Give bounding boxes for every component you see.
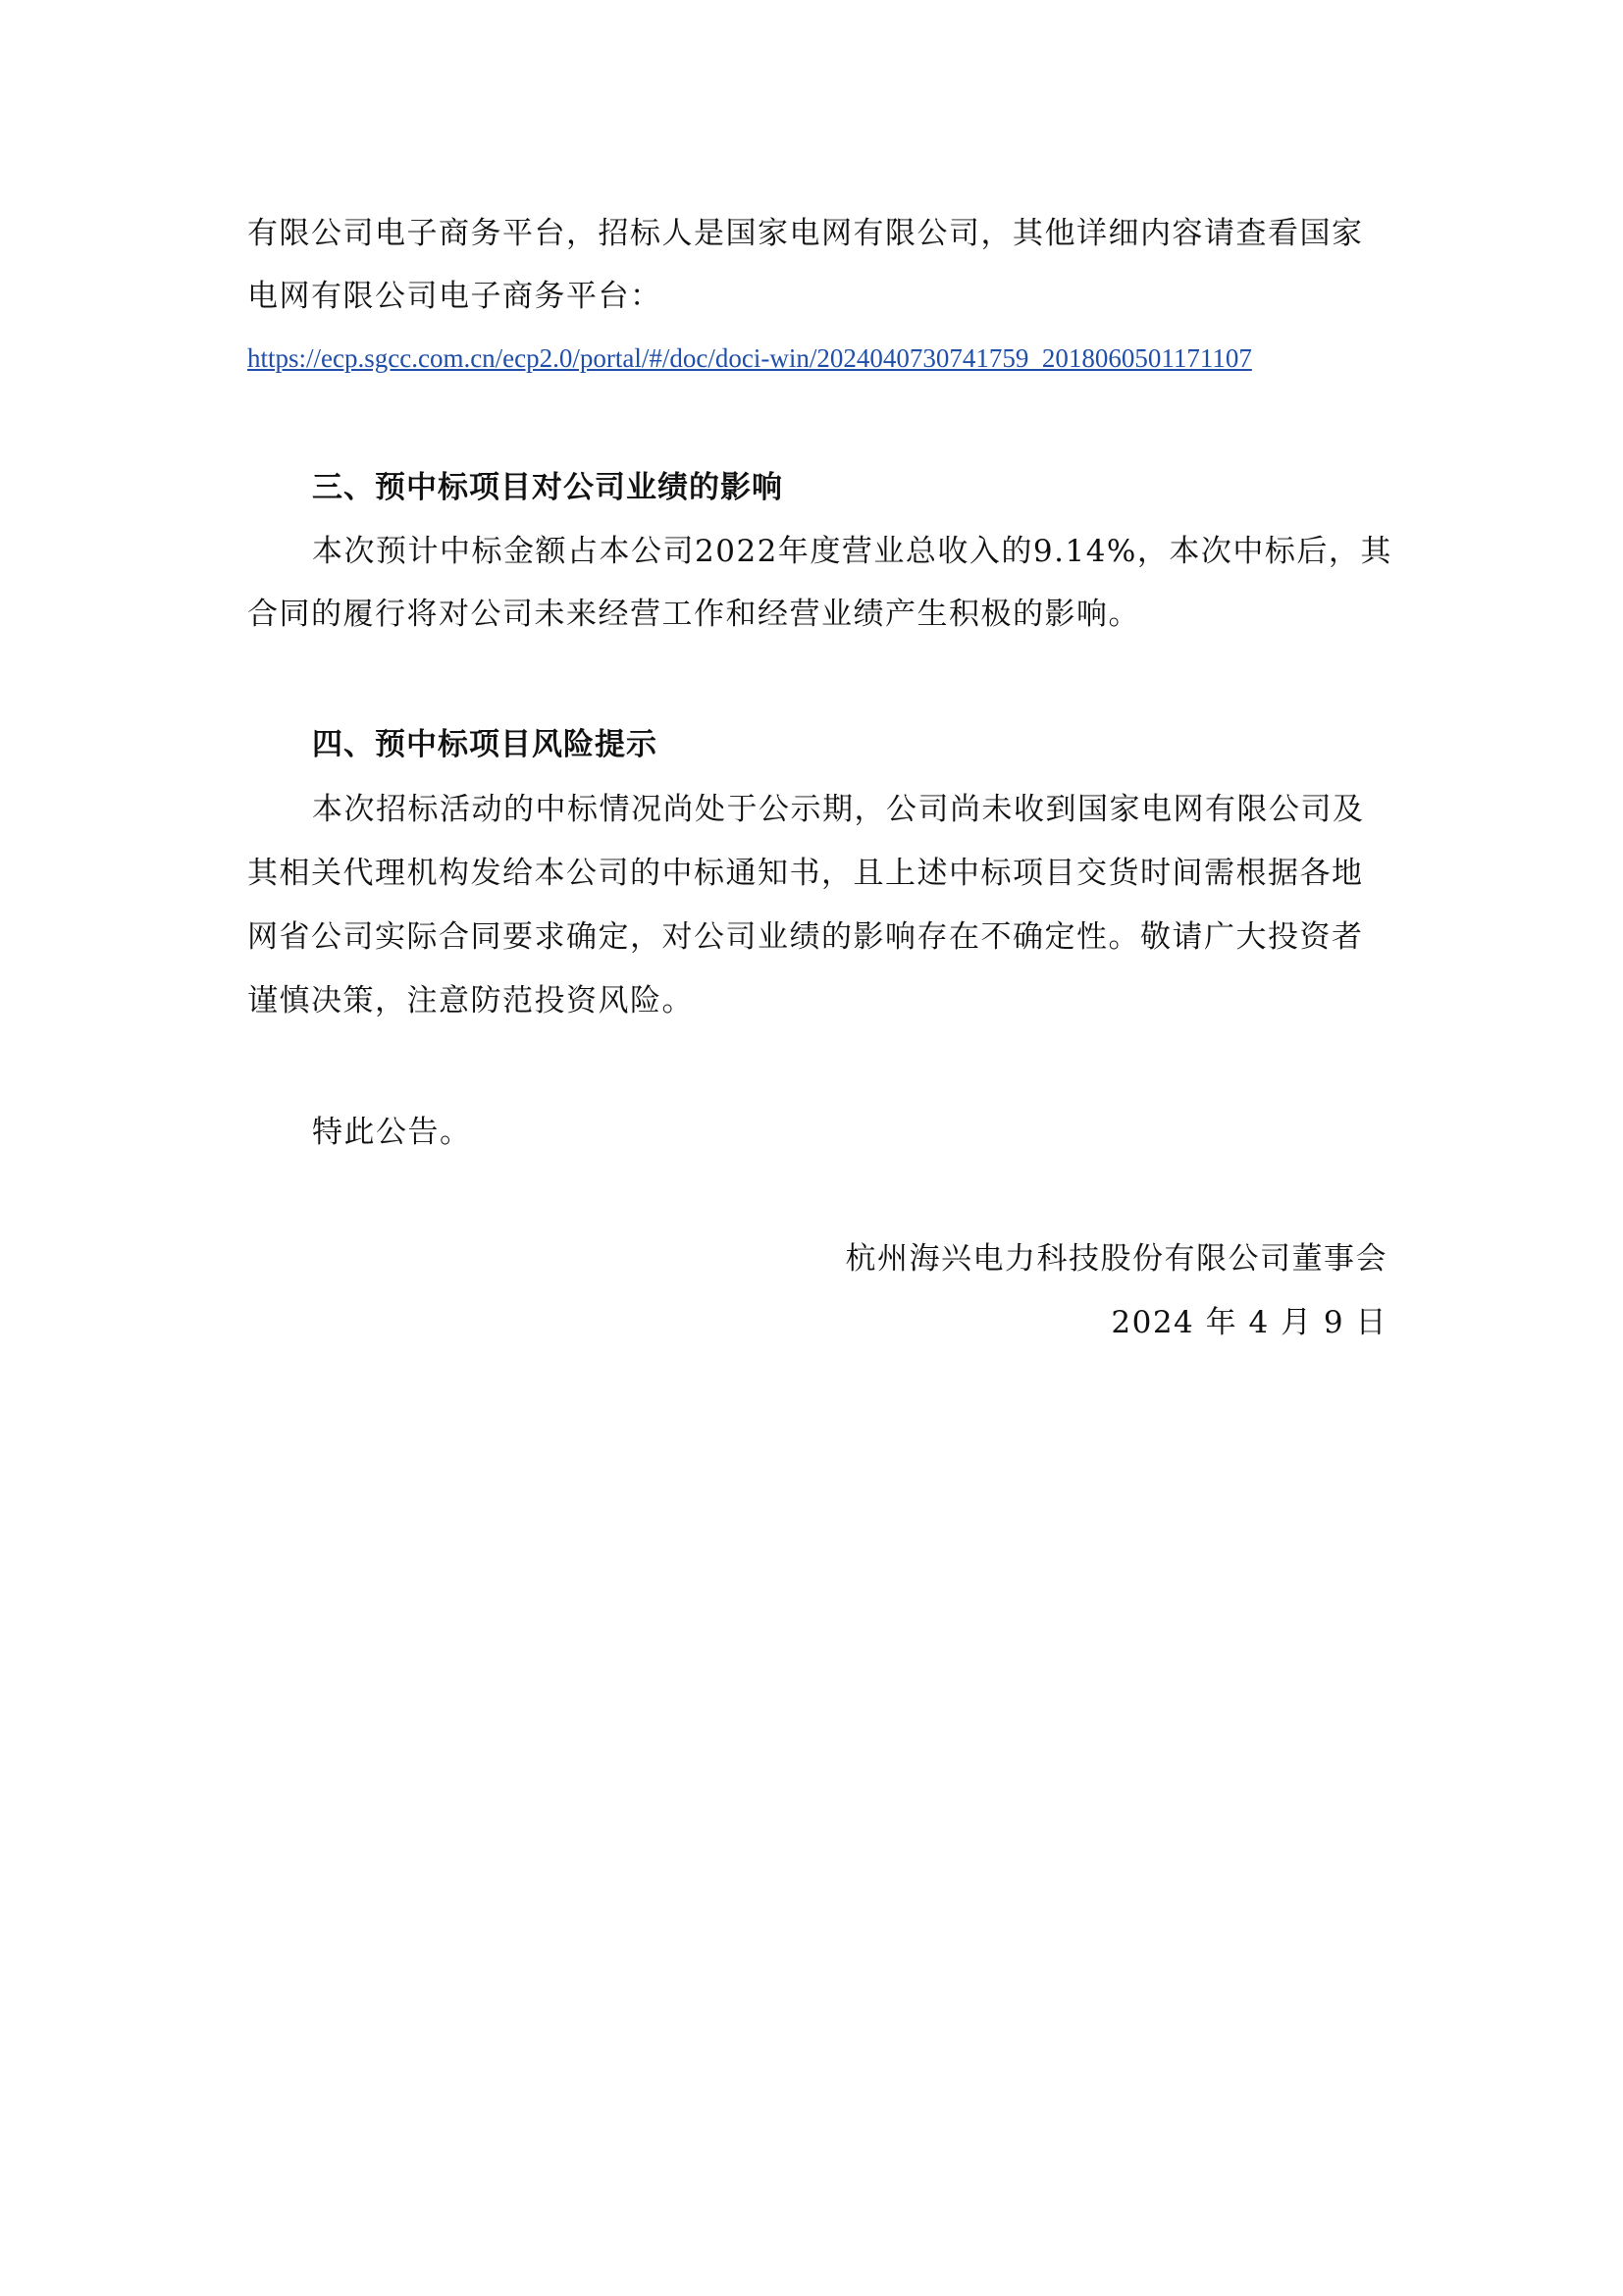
intro-line-2: 电网有限公司电子商务平台：: [247, 279, 662, 314]
intro-line-1: 有限公司电子商务平台，招标人是国家电网有限公司，其他详细内容请查看国家: [247, 216, 1364, 251]
section-4-heading: 四、预中标项目风险提示: [312, 727, 657, 762]
signature-board: 杭州海兴电力科技股份有限公司董事会: [845, 1241, 1387, 1277]
section-3-line-1: 本次预计中标金额占本公司2022年度营业总收入的9.14%，本次中标后，其: [312, 534, 1392, 569]
section-4-line-3: 网省公司实际合同要求确定，对公司业绩的影响存在不确定性。敬请广大投资者: [247, 919, 1364, 955]
section-3-line-2: 合同的履行将对公司未来经营工作和经营业绩产生积极的影响。: [247, 597, 1140, 632]
section-4-line-4: 谨慎决策，注意防范投资风险。: [247, 983, 694, 1018]
closing-notice: 特此公告。: [312, 1115, 472, 1150]
section-4-line-1: 本次招标活动的中标情况尚处于公示期，公司尚未收到国家电网有限公司及: [312, 792, 1365, 827]
signature-date: 2024 年 4 月 9 日: [1111, 1305, 1387, 1340]
section-4-line-2: 其相关代理机构发给本公司的中标通知书，且上述中标项目交货时间需根据各地: [247, 856, 1364, 891]
ecp-portal-link[interactable]: https://ecp.sgcc.com.cn/ecp2.0/portal/#/doc/doci-win/2024040730741759_2018060501171107: [247, 343, 1252, 373]
section-3-heading: 三、预中标项目对公司业绩的影响: [312, 470, 783, 505]
